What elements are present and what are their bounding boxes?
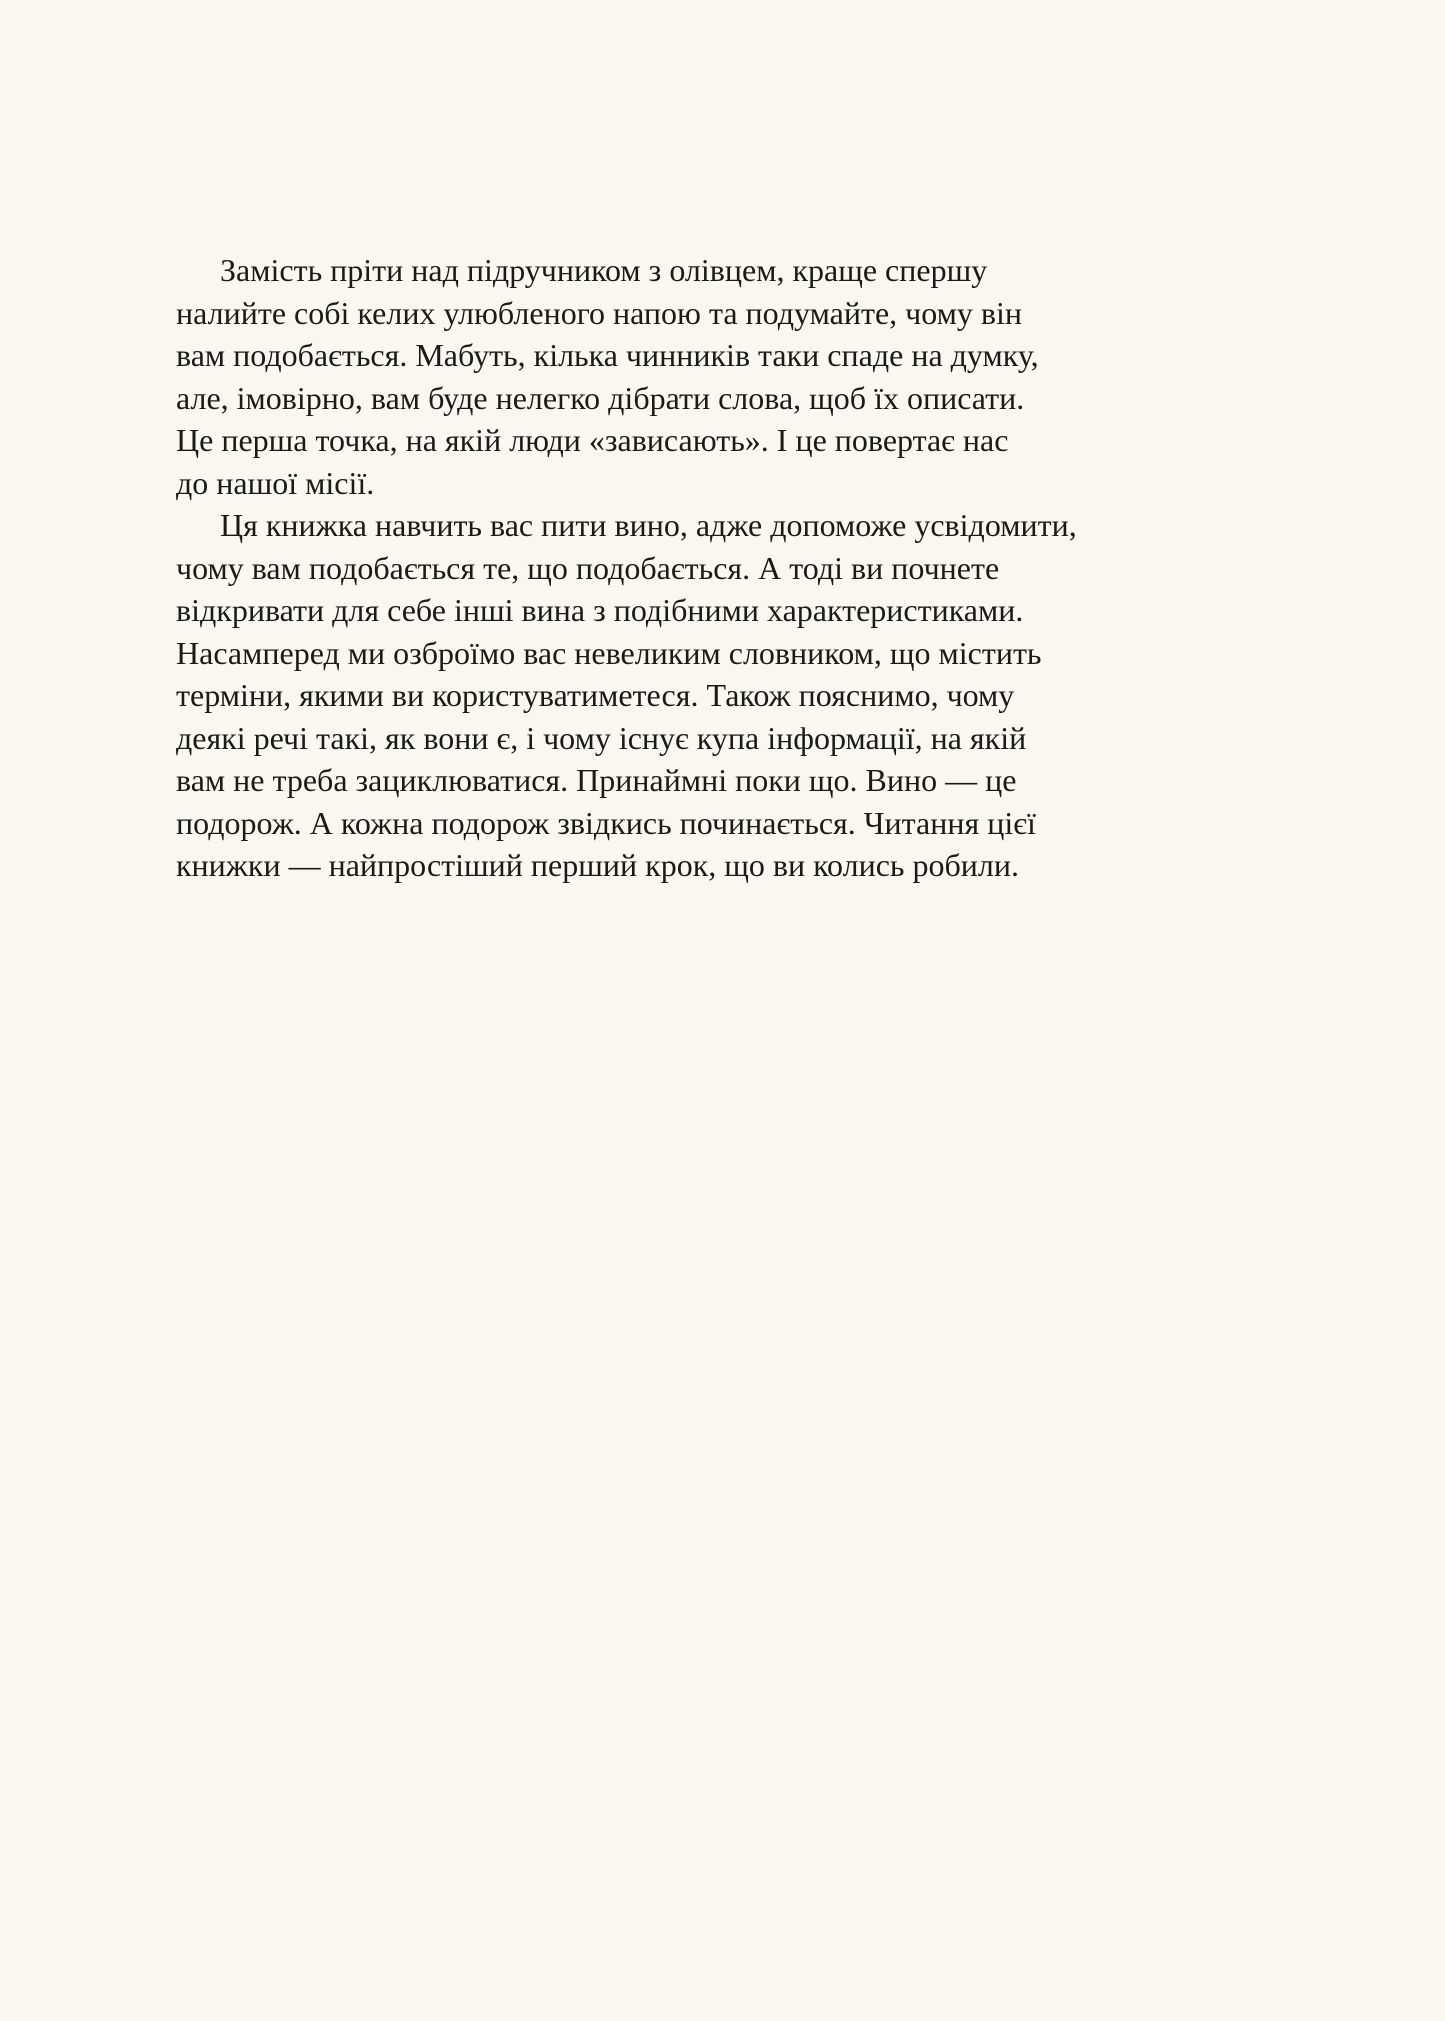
text-line: вам подобається. Мабуть, кілька чинників таки спаде на думку, xyxy=(176,337,1039,373)
text-line: Це перша точка, на якій люди «зависають». І це повертає нас xyxy=(176,422,1009,458)
text-line: вам не треба зациклюватися. Принаймні поки що. Вино — це xyxy=(176,762,1017,798)
paragraph-2 xyxy=(176,504,1256,887)
text-line: до нашої місії. xyxy=(176,464,375,501)
text-line: Насамперед ми озброїмо вас невеликим словником, що містить xyxy=(176,634,1042,671)
text-line: чому вам подобається те, що подобається. А тоді ви почнете xyxy=(176,549,1000,586)
text-line: подорож. А кожна подорож звідкись починається. Читання цієї xyxy=(176,804,1036,841)
text-line: деякі речі такі, як вони є, і чому існує купа інформації, на якій xyxy=(176,719,1027,756)
text-line: але, імовірно, вам буде нелегко дібрати слова, щоб їх описати. xyxy=(176,379,1025,416)
paragraph-1 xyxy=(176,249,1256,504)
body-text xyxy=(176,249,1256,887)
text-line: відкривати для себе інші вина з подібними характеристиками. xyxy=(176,592,1024,628)
text-line: книжки — найпростіший перший крок, що ви колись робили. xyxy=(176,847,1019,883)
text-line: Ця книжка навчить вас пити вино, адже допоможе усвідомити, xyxy=(220,507,1077,543)
text-line: Замість пріти над підручником з олівцем, краще спершу xyxy=(220,252,988,288)
text-line: налийте собі келих улюбленого напою та подумайте, чому він xyxy=(176,294,1022,331)
text-line: терміни, якими ви користуватиметеся. Також пояснимо, чому xyxy=(176,677,1015,713)
